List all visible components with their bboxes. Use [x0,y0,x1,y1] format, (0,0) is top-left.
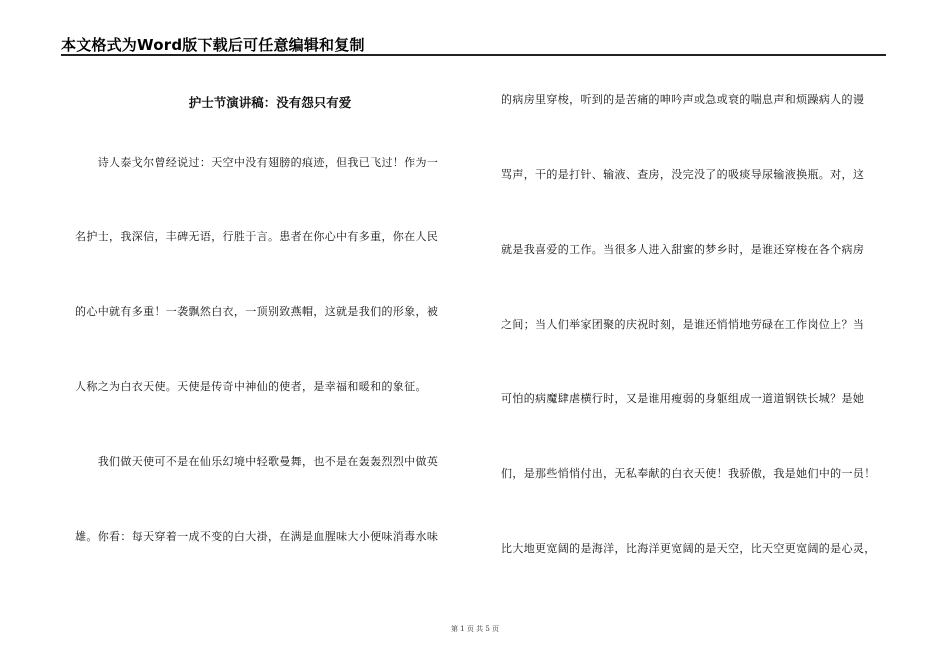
text-line: 骂声，干的是打针、输液、查房，没完没了的吸痰导尿输液换瓶。对，这 [501,168,865,181]
text-line: 的病房里穿梭，听到的是苦痛的呻吟声或急或衰的喘息声和烦躁病人的谩 [501,93,865,106]
text-line: 名护士，我深信，丰碑无语，行胜于言。患者在你心中有多重，你在人民 [75,230,439,243]
text-line: 的心中就有多重！一袭飘然白衣，一顶别致燕帽，这就是我们的形象，被 [75,305,439,318]
text-line: 人称之为白衣天使。天使是传奇中神仙的使者，是幸福和暖和的象征。 [75,380,427,393]
download-banner: 本文格式为Word版下载后可任意编辑和复制 [61,36,365,54]
text-line: 可怕的病魔肆虐横行时，又是谁用瘦弱的身躯组成一道道钢铁长城？是她 [501,392,865,405]
document-title: 护士节演讲稿：没有怨只有爱 [188,95,352,110]
text-line: 比大地更宽阔的是海洋，比海洋更宽阔的是天空，比天空更宽阔的是心灵， [501,542,876,555]
banner-divider [61,54,886,56]
text-line: 就是我喜爱的工作。当很多人进入甜蜜的梦乡时，是谁还穿梭在各个病房 [501,243,865,256]
text-line: 诗人泰戈尔曾经说过：天空中没有翅膀的痕迹，但我已飞过！作为一 [75,156,439,169]
text-line: 之间；当人们举家团聚的庆祝时刻，是谁还悄悄地劳碌在工作岗位上？当 [501,318,865,331]
text-line: 我们做天使可不是在仙乐幻境中轻歌曼舞，也不是在轰轰烈烈中做英 [75,455,439,468]
page-number: 第 1 页 共 5 页 [450,625,500,633]
text-line: 们，是那些悄悄付出，无私奉献的白衣天使！我骄傲，我是她们中的一员！ [501,467,876,480]
text-line: 雄。你看：每天穿着一成不变的白大褂，在满是血腥味大小便味消毒水味 [75,530,439,543]
